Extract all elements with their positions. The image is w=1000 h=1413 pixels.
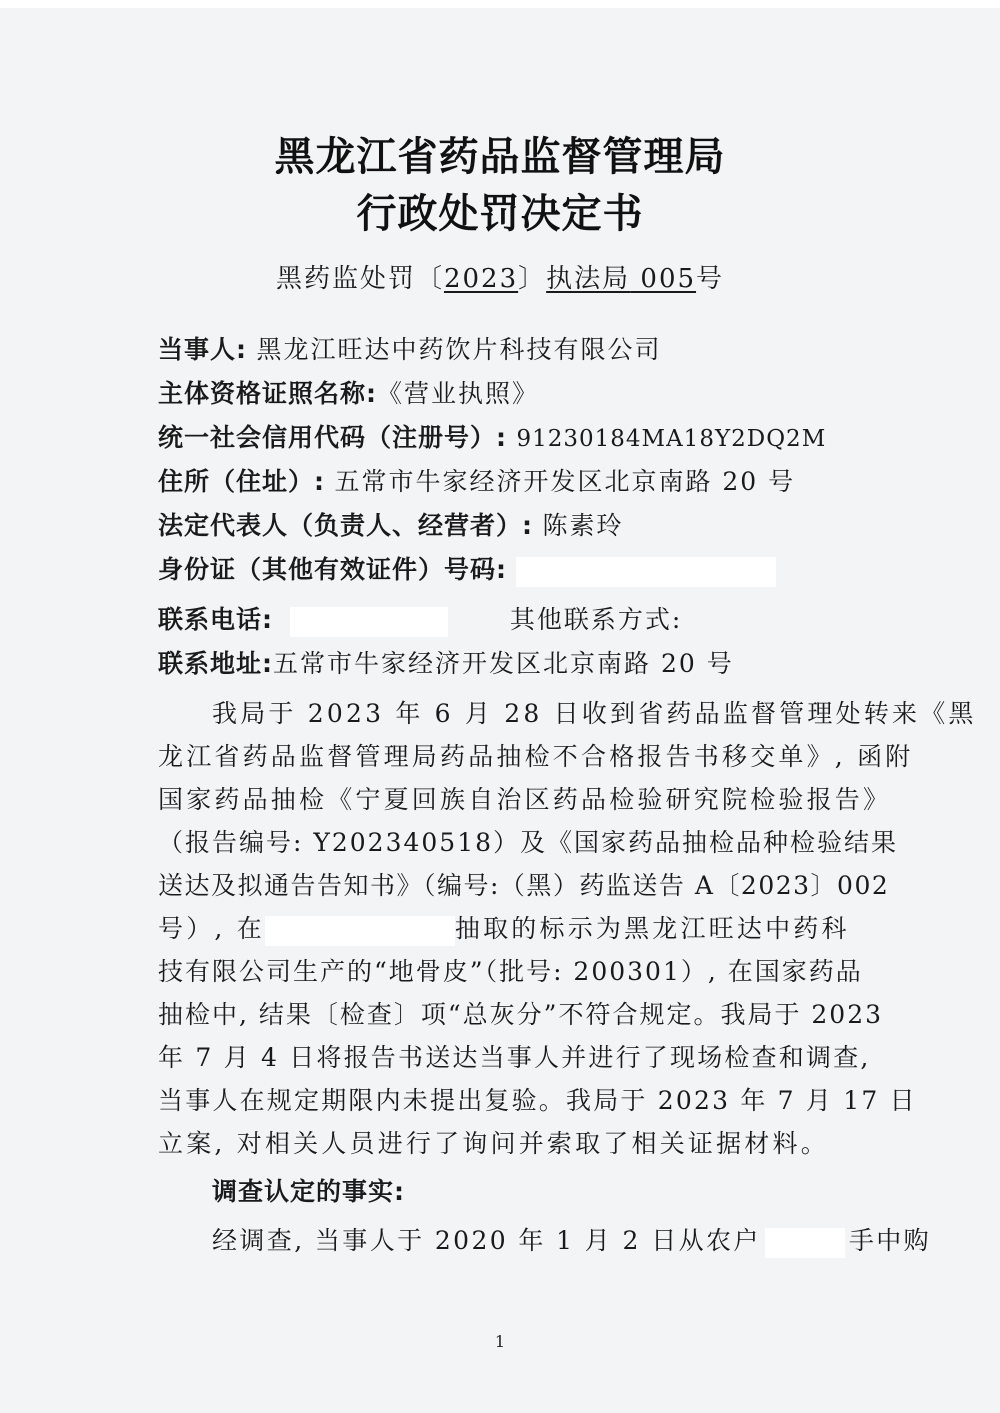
contact-address-label: 联系地址: <box>158 649 273 678</box>
facts-heading <box>212 1175 405 1209</box>
legal-representative-value: 陈素玲 <box>542 511 624 540</box>
phone-row <box>158 603 682 637</box>
party-name-label: 当事人: <box>158 335 247 364</box>
license-value: 《营业执照》 <box>377 379 540 408</box>
legal-representative-label: 法定代表人（负责人、经营者）: <box>158 511 533 540</box>
paragraph-line: 国家药品抽检《宁夏回族自治区药品检验研究院检验报告》 <box>158 785 892 814</box>
phone-redaction <box>290 607 448 637</box>
credit-code-row <box>158 421 826 456</box>
id-number-row <box>158 553 776 587</box>
other-contact-label: 其他联系方式: <box>509 605 683 634</box>
facts-heading-text: 调查认定的事实: <box>212 1177 405 1206</box>
address-row <box>158 465 795 499</box>
phone-label: 联系电话: <box>158 605 273 634</box>
paragraph-line: 我局于 2023 年 6 月 28 日收到省药品监督管理处转来《黑 <box>212 699 977 728</box>
contact-address-value: 五常市牛家经济开发区北京南路 20 号 <box>273 649 734 678</box>
credit-code-label: 统一社会信用代码（注册号）: <box>158 423 507 452</box>
page-number: 1 <box>494 1332 506 1351</box>
paragraph-line: 龙江省药品监督管理局药品抽检不合格报告书移交单》, 函附 <box>158 742 914 771</box>
id-number-redaction <box>516 557 776 587</box>
doc-number-suffix: 号 <box>696 264 725 294</box>
paragraph-line: （报告编号: Y202340518）及《国家药品抽检品种检验结果 <box>158 828 899 857</box>
facts-line-suffix: 手中购 <box>848 1226 932 1255</box>
paragraph-line: 当事人在规定期限内未提出复验。我局于 2023 年 7 月 17 日 <box>158 1086 917 1115</box>
party-name-value: 黑龙江旺达中药饮片科技有限公司 <box>256 335 662 364</box>
party-name-row <box>158 333 661 367</box>
paragraph-line-suffix: 抽取的标示为黑龙江旺达中药科 <box>454 914 850 943</box>
doc-number-prefix: 黑药监处罚〔 <box>275 264 444 294</box>
paragraph-line: 立案, 对相关人员进行了询问并索取了相关证据材料。 <box>158 1129 829 1158</box>
farmer-name-redaction <box>765 1228 845 1258</box>
legal-representative-row <box>158 509 623 543</box>
paragraph-line <box>158 912 850 946</box>
doc-number-year: 2023 <box>443 264 519 294</box>
doc-number-dept: 执法局 005 <box>546 264 697 294</box>
contact-address-row <box>158 647 734 681</box>
id-number-label: 身份证（其他有效证件）号码: <box>158 555 507 584</box>
paragraph-line: 技有限公司生产的“地骨皮”（批号: 200301）, 在国家药品 <box>158 957 863 986</box>
paragraph-line: 抽检中, 结果〔检查〕项“总灰分”不符合规定。我局于 2023 <box>158 1000 884 1029</box>
document-number <box>0 258 1000 295</box>
doc-number-bracket: 〕 <box>518 264 547 294</box>
paragraph-line-prefix: 号）, 在 <box>158 914 265 943</box>
credit-code-value: 91230184MA18Y2DQ2M <box>516 426 827 452</box>
license-label: 主体资格证照名称: <box>158 379 377 408</box>
document-type-title: 行政处罚决定书 <box>356 191 644 237</box>
facts-line <box>212 1224 931 1258</box>
sampling-location-redaction <box>265 916 455 946</box>
address-label: 住所（住址）: <box>158 467 325 496</box>
facts-line-prefix: 经调查, 当事人于 2020 年 1 月 2 日从农户 <box>212 1226 761 1255</box>
paragraph-line: 年 7 月 4 日将报告书送达当事人并进行了现场检查和调查, <box>158 1043 871 1072</box>
address-value: 五常市牛家经济开发区北京南路 20 号 <box>334 467 796 496</box>
license-row <box>158 377 539 411</box>
issuing-authority-title: 黑龙江省药品监督管理局 <box>274 134 726 180</box>
paragraph-line: 送达及拟通告告知书》（编号:（黑）药监送告 A〔2023〕002 <box>158 871 890 900</box>
